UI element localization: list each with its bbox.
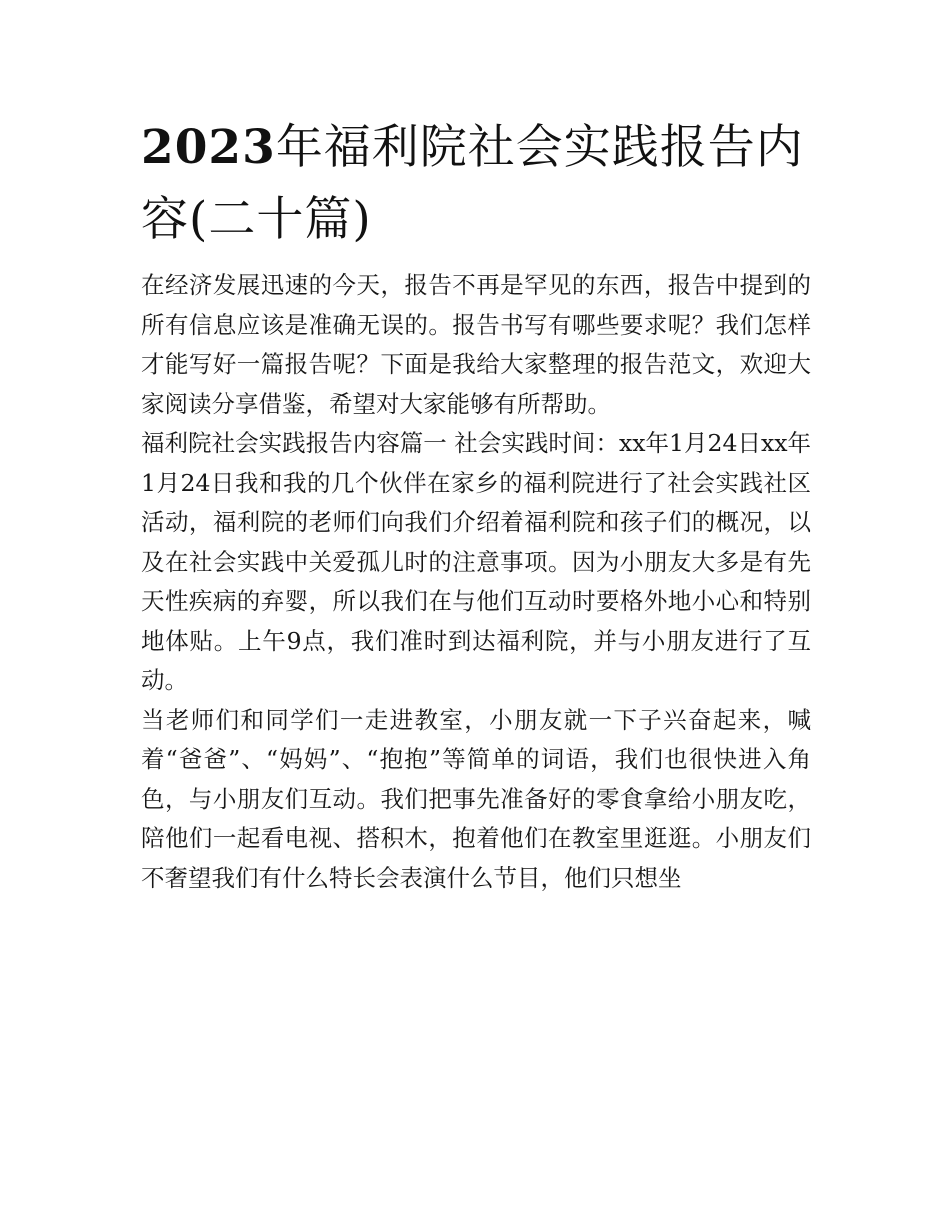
paragraph-intro: 在经济发展迅速的今天，报告不再是罕见的东西，报告中提到的所有信息应该是准确无误的。报告书写有哪些要求呢？我们怎样才能写好一篇报告呢？下面是我给大家整理的报告范文，欢迎大家阅读分享借鉴，希望对大家能够有所帮助。 — [141, 271, 811, 418]
title-text: 年福利院社会实践报告内容(二十篇) — [141, 120, 804, 247]
document-body — [141, 112, 811, 898]
paragraph-report-part-one: 福利院社会实践报告内容篇一 社会实践时间：xx年1月24日xx年1月24日我和我的几个伙伴在家乡的福利院进行了社会实践社区活动，福利院的老师们向我们介绍着福利院和孩子们的概况，以及在社会实践中关爱孤儿时的注意事项。因为小朋友大多是有先天性疾病的弃婴，所以我们在与他们互动时要格外地小心和特别地体贴。上午9点，我们准时到达福利院，并与小朋友进行了互动。 — [141, 429, 811, 694]
document-title — [141, 112, 811, 256]
title-year: 2023 — [141, 120, 276, 175]
paragraph-classroom-interaction: 当老师们和同学们一走进教室，小朋友就一下子兴奋起来，喊着“爸爸”、“妈妈”、“抱抱”等简单的词语，我们也很快进入角色，与小朋友们互动。我们把事先准备好的零食拿给小朋友吃，陪他们一起看电视、搭积木，抱着他们在教室里逛逛。小朋友们不奢望我们有什么特长会表演什么节目，他们只想坐 — [141, 705, 811, 892]
